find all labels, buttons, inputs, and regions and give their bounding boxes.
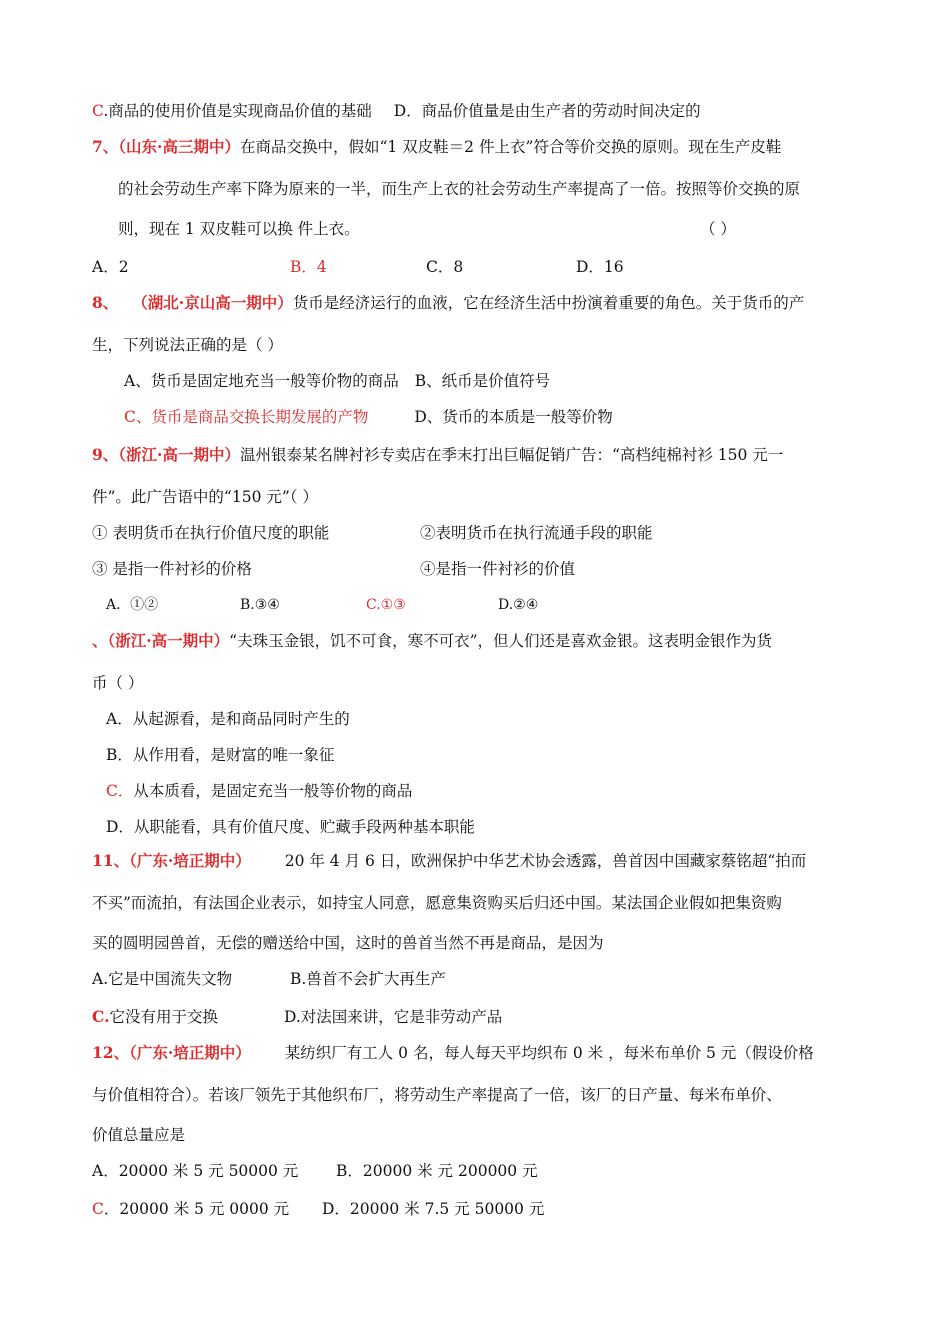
q9-number: 9、 [92, 445, 119, 464]
q7-option-a: A．2 [92, 258, 129, 276]
q9-source: （浙江·高一期中） [118, 445, 240, 464]
q6-option-c: .商品的使用价值是实现商品价值的基础 [103, 102, 372, 120]
q6-option-c-letter: C [92, 102, 104, 120]
q9-statement-2: ②表明货币在执行流通手段的职能 [420, 524, 653, 542]
q10-option-a: A．从起源看，是和商品同时产生的 [106, 710, 350, 728]
q10-option-c-letter: C． [106, 782, 134, 800]
q7-option-d: D．16 [576, 258, 624, 276]
q12-option-b: B．20000 米 元 200000 元 [336, 1162, 538, 1180]
q10-option-d: D．从职能看，具有价值尺度、贮藏手段两种基本职能 [106, 818, 475, 836]
q10-option-c-row [106, 780, 412, 802]
q10-text-1: “夫珠玉金银，饥不可食，寒不可衣”，但人们还是喜欢金银。这表明金银作为货 [229, 632, 773, 650]
q11-number: 11、 [92, 851, 130, 870]
q8-option-c: C、货币是商品交换长期发展的产物 [124, 408, 369, 426]
q12-text-1: 某纺织厂有工人 0 名，每人每天平均织布 0 米 ，每米布单价 5 元（假设价格 [284, 1044, 814, 1062]
q8-number: 8、 [92, 293, 119, 312]
q8-text-1: 货币是经济运行的血液，它在经济生活中扮演着重要的角色。关于货币的产 [292, 294, 805, 312]
q11-option-b: B.兽首不会扩大再生产 [290, 970, 446, 988]
q7-stem-line2: 的社会劳动生产率下降为原来的一半，而生产上衣的社会劳动生产率提高了一倍。按照等价交换的原 [118, 180, 801, 198]
q11-option-c-letter: C. [92, 1007, 110, 1026]
q12-option-d: D．20000 米 7.5 元 50000 元 [322, 1200, 545, 1218]
q7-stem-line3: 则，现在 1 双皮鞋可以换 件上衣。 [118, 220, 360, 238]
q9-option-c: C.①③ [366, 597, 406, 613]
q7-number: 7、 [92, 137, 119, 156]
q7-source: （山东·高三期中） [118, 137, 240, 156]
q10-number: 、 [92, 631, 108, 650]
q12-number: 12、 [92, 1043, 130, 1062]
q12-stem-line2: 与价值相符合）。若该厂领先于其他织布厂，将劳动生产率提高了一倍，该厂的日产量、每米布单价、 [92, 1086, 782, 1104]
q11-option-a: A.它是中国流失文物 [92, 970, 233, 988]
q12-option-a: A．20000 米 5 元 50000 元 [92, 1162, 299, 1180]
q12-source: （广东·培正期中） [129, 1043, 251, 1062]
q8-option-cd [124, 406, 613, 428]
q11-option-c-row [92, 1006, 218, 1028]
q8-option-b: B、纸币是价值符号 [414, 372, 551, 390]
q8-option-ab [124, 370, 550, 392]
q9-statement-4: ④是指一件衬衫的价值 [420, 560, 576, 578]
q6-option-row [92, 100, 701, 122]
q6-option-d: D．商品价值量是由生产者的劳动时间决定的 [393, 102, 701, 120]
q7-text-1: 在商品交换中，假如“1 双皮鞋＝2 件上衣”符合等价交换的原则。现在生产皮鞋 [239, 138, 782, 156]
q12-option-c-letter: C [92, 1200, 104, 1218]
q10-stem-line2: 币（ ） [92, 674, 144, 692]
q10-option-b: B．从作用看，是财富的唯一象征 [106, 746, 335, 764]
q11-stem-line1 [92, 850, 806, 872]
q7-option-c: C．8 [426, 258, 464, 276]
q8-source: （湖北·京山高一期中） [132, 293, 293, 312]
q12-stem-line3: 价值总量应是 [92, 1126, 186, 1144]
q12-stem-line1 [92, 1042, 814, 1064]
q9-statement-1: ① 表明货币在执行价值尺度的职能 [92, 524, 330, 542]
q11-option-c: 它没有用于交换 [109, 1008, 218, 1026]
q12-option-c-row [92, 1198, 289, 1220]
q9-stem-line2: 件”。此广告语中的“150 元”（ ） [92, 488, 318, 506]
q9-stem-line1 [92, 444, 783, 466]
q7-option-b: B．4 [290, 258, 327, 276]
q11-stem-line3: 买的圆明园兽首，无偿的赠送给中国，这时的兽首当然不再是商品，是因为 [92, 934, 604, 952]
q9-option-b: B.③④ [240, 597, 280, 613]
q9-option-d: D.②④ [498, 597, 539, 613]
q10-option-c: 从本质看，是固定充当一般等价物的商品 [133, 782, 413, 800]
q8-stem-line1 [92, 292, 804, 314]
q9-statement-3: ③ 是指一件衬衫的价格 [92, 560, 252, 578]
q7-answer-blank: （ ） [700, 220, 736, 238]
q9-option-a: A．①② [106, 597, 159, 613]
q8-option-d: D、货币的本质是一般等价物 [414, 408, 613, 426]
q11-stem-line2: 不买”而流拍，有法国企业表示，如持宝人同意，愿意集资购买后归还中国。某法国企业假如把集资购 [92, 894, 782, 912]
q11-option-d: D.对法国来讲，它是非劳动产品 [284, 1008, 503, 1026]
q11-text-1: 20 年 4 月 6 日，欧洲保护中华艺术协会透露，兽首因中国藏家蔡铭超“拍而 [284, 852, 807, 870]
q8-option-a: A、货币是固定地充当一般等价物的商品 [124, 372, 399, 390]
q10-source: （浙江·高一期中） [107, 631, 230, 650]
q11-source: （广东·培正期中） [129, 851, 251, 870]
q8-stem-line2: 生，下列说法正确的是（ ） [92, 336, 283, 354]
q9-text-1: 温州银泰某名牌衬衫专卖店在季末打出巨幅促销广告：“高档纯棉衬衫 150 元一 [239, 446, 784, 464]
q7-stem-line1 [92, 136, 781, 158]
q12-option-c: ．20000 米 5 元 0000 元 [103, 1200, 290, 1218]
q10-stem-line1 [92, 630, 772, 652]
